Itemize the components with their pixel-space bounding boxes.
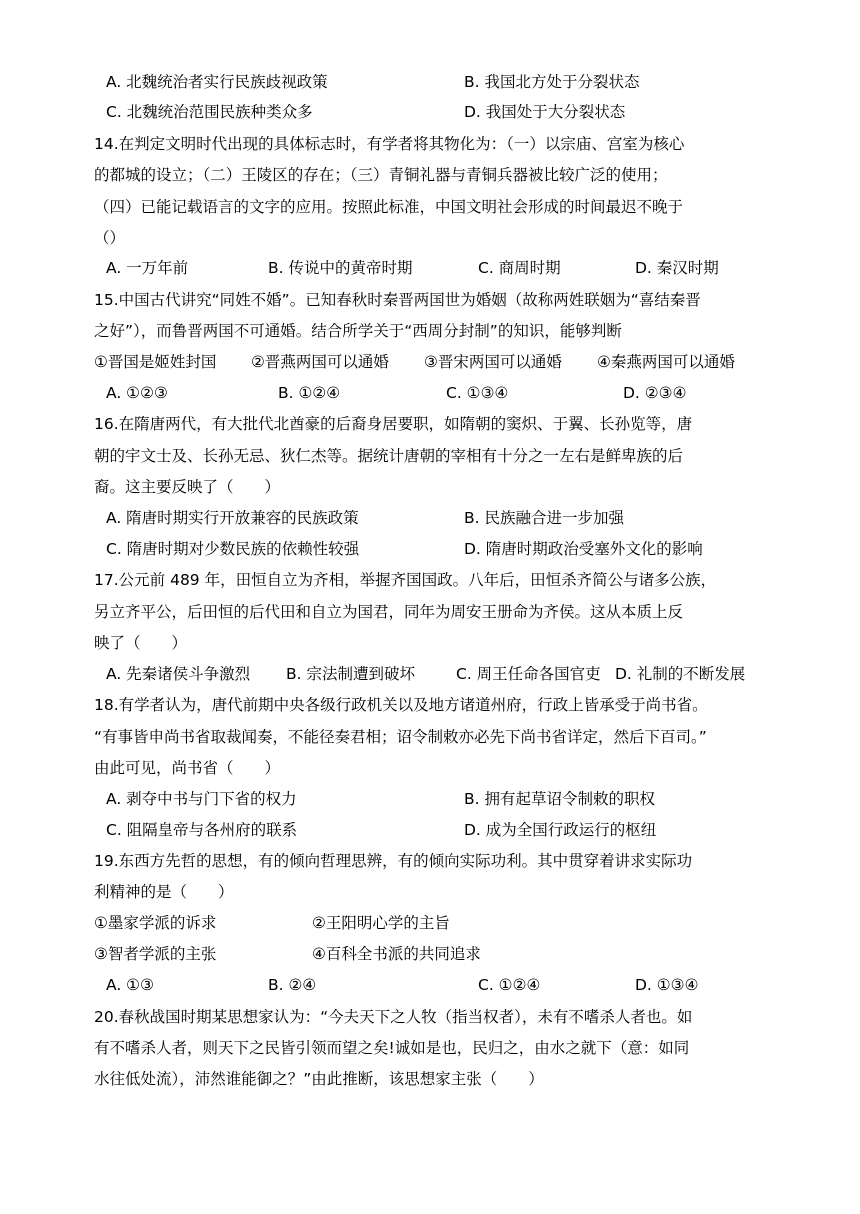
q16-option-a[interactable]: A. 隋唐时期实行开放兼容的民族政策 <box>106 509 359 527</box>
q13-option-c[interactable]: C. 北魏统治范围民族种类众多 <box>106 103 313 121</box>
q18-option-d[interactable]: D. 成为全国行政运行的枢纽 <box>464 821 657 839</box>
q19-stem-line-1: 19.东西方先哲的思想，有的倾向哲理思辨，有的倾向实际功利。其中贯穿着讲求实际功 <box>94 852 693 870</box>
q19-statement-1: ①墨家学派的诉求 <box>94 914 217 932</box>
q19-statement-3: ③智者学派的主张 <box>94 945 217 963</box>
q16-options-row-2 <box>106 539 786 559</box>
q15-options <box>106 383 786 403</box>
q18-stem-line-3: 由此可见，尚书省（ ） <box>94 759 281 777</box>
q13-option-a[interactable]: A. 北魏统治者实行民族歧视政策 <box>106 73 328 91</box>
q17-option-c[interactable]: C. 周王任命各国官吏 <box>456 665 601 683</box>
q19-option-c[interactable]: C. ①②④ <box>478 976 541 994</box>
q16-option-c[interactable]: C. 隋唐时期对少数民族的依赖性较强 <box>106 540 360 558</box>
q16-stem-line-3: 裔。这主要反映了（ ） <box>94 478 281 496</box>
q17-options <box>106 664 786 684</box>
q17-option-b[interactable]: B. 宗法制遭到破坏 <box>286 665 415 683</box>
q13-option-b[interactable]: B. 我国北方处于分裂状态 <box>464 73 640 91</box>
q18-options-row-1 <box>106 789 786 809</box>
q16-stem-line-1: 16.在隋唐两代，有大批代北酋豪的后裔身居要职，如隋朝的窦炽、于翼、长孙览等，唐 <box>94 415 693 433</box>
q15-stem-line-1: 15.中国古代讲究“同姓不婚”。已知春秋时秦晋两国世为婚姻（故称两姓联姻为“喜结秦晋 <box>94 291 701 309</box>
q15-option-b[interactable]: B. ①②④ <box>278 384 341 402</box>
q20-stem-line-1: 20.春秋战国时期某思想家认为：“今夫天下之人牧（指当权者），未有不嗜杀人者也。如 <box>94 1008 693 1026</box>
q18-stem-line-1: 18.有学者认为，唐代前期中央各级行政机关以及地方诸道州府，行政上皆承受于尚书省。 <box>94 696 708 714</box>
q19-statement-4: ④百科全书派的共同追求 <box>312 945 481 963</box>
q15-statement-3: ③晋宋两国可以通婚 <box>424 353 562 371</box>
q18-option-b[interactable]: B. 拥有起草诏令制敕的职权 <box>464 790 655 808</box>
q18-options-row-2 <box>106 820 786 840</box>
q15-stem-line-2: 之好”），而鲁晋两国不可通婚。结合所学关于“西周分封制”的知识，能够判断 <box>94 322 622 340</box>
q19-statement-2: ②王阳明心学的主旨 <box>312 914 450 932</box>
q14-stem-line-4: （） <box>94 229 126 247</box>
q17-stem-line-1: 17.公元前 489 年，田恒自立为齐相，举握齐国国政。八年后，田恒杀齐简公与诸多公族， <box>94 571 717 589</box>
q20-stem-line-3: 水往低处流），沛然谁能御之？”由此推断，该思想家主张（ ） <box>94 1070 544 1088</box>
q18-stem-line-2: “有事皆申尚书省取裁闻奏，不能径奏君相；诏令制敕亦必先下尚书省详定，然后下百司。” <box>94 728 707 746</box>
q18-option-c[interactable]: C. 阻隔皇帝与各州府的联系 <box>106 821 298 839</box>
q15-statement-4: ④秦燕两国可以通婚 <box>597 353 735 371</box>
q17-stem-line-3: 映了（ ） <box>94 634 188 652</box>
q17-option-d[interactable]: D. 礼制的不断发展 <box>615 665 746 683</box>
q15-statement-1: ①晋国是姬姓封国 <box>94 353 217 371</box>
q15-option-d[interactable]: D. ②③④ <box>623 384 687 402</box>
q16-options-row-1 <box>106 508 786 528</box>
q15-statement-2: ②晋燕两国可以通婚 <box>251 353 389 371</box>
q20-stem-line-2: 有不嗜杀人者，则天下之民皆引领而望之矣!诚如是也，民归之，由水之就下（意：如同 <box>94 1039 690 1057</box>
q19-options <box>106 975 786 995</box>
q14-stem-line-1: 14.在判定文明时代出现的具体标志时，有学者将其物化为：（一）以宗庙、宫室为核心 <box>94 135 685 153</box>
q15-statements <box>94 352 774 372</box>
q14-option-a[interactable]: A. 一万年前 <box>106 259 189 277</box>
q13-options-row-1 <box>106 72 786 92</box>
q16-stem-line-2: 朝的宇文士及、长孙无忌、狄仁杰等。据统计唐朝的宰相有十分之一左右是鲜卑族的后 <box>94 447 684 465</box>
q14-option-b[interactable]: B. 传说中的黄帝时期 <box>268 259 413 277</box>
q19-option-a[interactable]: A. ①③ <box>106 976 154 994</box>
q14-stem-line-3: （四）已能记载语言的文字的应用。按照此标准，中国文明社会形成的时间最迟不晚于 <box>94 198 684 216</box>
q19-statements-row-2 <box>94 944 774 964</box>
q14-options <box>106 258 786 278</box>
q15-option-a[interactable]: A. ①②③ <box>106 384 168 402</box>
q19-stem-line-2: 利精神的是（ ） <box>94 883 234 901</box>
q13-option-d[interactable]: D. 我国处于大分裂状态 <box>464 103 626 121</box>
q19-statements-row-1 <box>94 913 774 933</box>
q13-options-row-2 <box>106 102 786 122</box>
q18-option-a[interactable]: A. 剥夺中书与门下省的权力 <box>106 790 297 808</box>
q19-option-b[interactable]: B. ②④ <box>268 976 317 994</box>
q14-option-d[interactable]: D. 秦汉时期 <box>635 259 719 277</box>
q16-option-d[interactable]: D. 隋唐时期政治受塞外文化的影响 <box>464 540 703 558</box>
q14-stem-line-2: 的都城的设立；（二）王陵区的存在；（三）青铜礼器与青铜兵器被比较广泛的使用； <box>94 166 668 184</box>
q15-option-c[interactable]: C. ①③④ <box>446 384 509 402</box>
q17-stem-line-2: 另立齐平公，后田恒的后代田和自立为国君，同年为周安王册命为齐侯。这从本质上反 <box>94 603 684 621</box>
q19-option-d[interactable]: D. ①③④ <box>635 976 699 994</box>
q16-option-b[interactable]: B. 民族融合进一步加强 <box>464 509 624 527</box>
q14-option-c[interactable]: C. 商周时期 <box>478 259 561 277</box>
q17-option-a[interactable]: A. 先秦诸侯斗争激烈 <box>106 665 251 683</box>
